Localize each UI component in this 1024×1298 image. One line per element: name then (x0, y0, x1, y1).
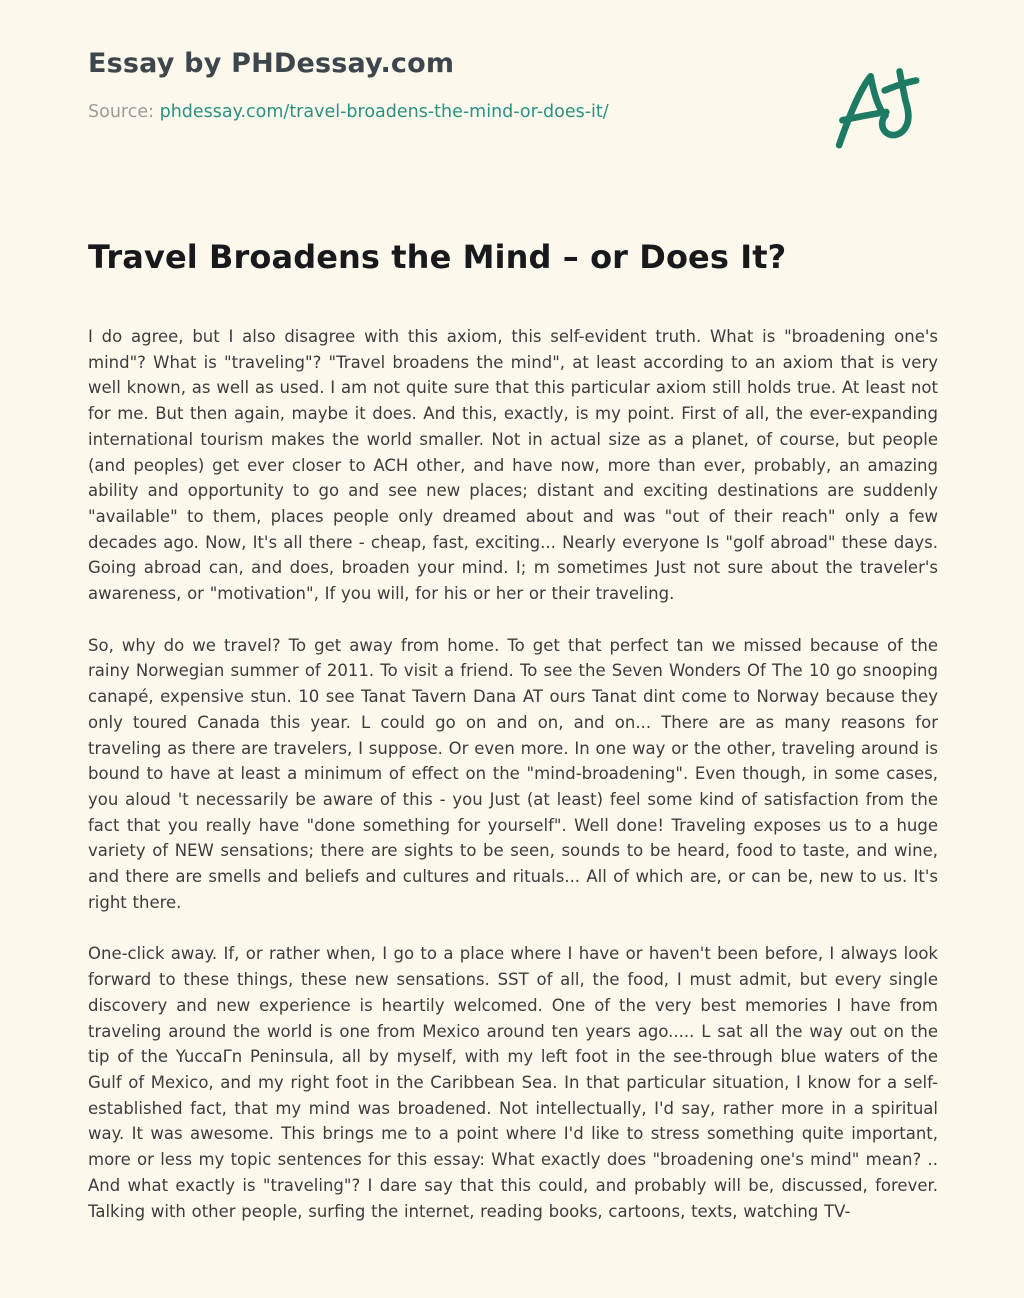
essay-paragraph-2: So, why do we travel? To get away from home. To get that perfect tan we missed because of the rainy Norwegian summer of 2011. To visit a friend. To see the Seven Wonders Of The 10 go snooping canapé, expensive stun. 10 see Tanat Tavern Dana AT ours Tanat dint come to Norway because they only toured Canada this year. L could go on and on, and on... There are as many reasons for traveling as there are travelers, I suppose. Or even more. In one way or the other, traveling around is bound to have at least a minimum of effect on the "mind-broadening". Even though, in some cases, you aloud 't necessarily be aware of this - you Just (at least) feel some kind of satisfaction from the fact that you really have "done something for yourself". Well done! Traveling exposes us to a huge variety of NEW sensations; there are sights to be seen, sounds to be heard, food to taste, and wine, and there are smells and beliefs and cultures and rituals... All of which are, or can be, new to us. It's right there. (88, 635, 938, 912)
page-header (88, 48, 938, 170)
a-plus-logo (824, 54, 952, 170)
essay-paragraph-3: One-click away. If, or rather when, I go to a place where I have or haven't been before, I always look forward to these things, these new sensations. SST of all, the food, I must admit, but every single discovery and new experience is heartily welcomed. One of the very best memories I have from traveling around the world is one from Mexico around ten years ago..... L sat all the way out on the tip of the YuccaΓn Peninsula, all by myself, with my left foot in the see-through blue waters of the Gulf of Mexico, and my right foot in the Caribbean Sea. In that particular situation, I know for a self-established fact, that my mind was broadened. Not intellectually, I'd say, rather more in a spiritual way. It was awesome. This brings me to a point where I'd like to stress something quite important, more or less my topic sentences for this essay: What exactly does "broadening one's mind" mean? .. And what exactly is "traveling"? I dare say that this could, and probably will be, discussed, forever. Talking with other people, surfing the internet, reading books, cartoons, texts, watching TV- (88, 944, 938, 1221)
essay-body (88, 324, 938, 1224)
header-text-block (88, 48, 609, 123)
source-link[interactable]: phdessay.com/travel-broadens-the-mind-or-does-it/ (159, 102, 609, 122)
essay-paragraph-1: I do agree, but I also disagree with this axiom, this self-evident truth. What is "broadening one's mind"? What is "traveling"? "Travel broadens the mind", at least according to an axiom that is very well known, as well as used. I am not quite sure that this particular axiom still holds true. At least not for me. But then again, maybe it does. And this, exactly, is my point. First of all, the ever-expanding international tourism makes the world smaller. Not in actual size as a planet, of course, but people (and peoples) get ever closer to ACH other, and have now, more than ever, probably, an amazing ability and opportunity to go and see new places; distant and exciting destinations are suddenly "available" to them, places people only dreamed about and was "out of their reach" only a few decades ago. Now, It's all there - cheap, fast, exciting... Nearly everyone Is "golf abroad" these days. Going abroad can, and does, broaden your mind. I; m sometimes Just not sure about the traveler's awareness, or "motivation", If you will, for his or her or their traveling. (88, 327, 938, 604)
site-title: Essay by PHDessay.com (88, 48, 455, 79)
source-line (88, 102, 609, 123)
source-label: Source: (88, 102, 155, 122)
essay-title: Travel Broadens the Mind – or Does It? (88, 238, 787, 276)
